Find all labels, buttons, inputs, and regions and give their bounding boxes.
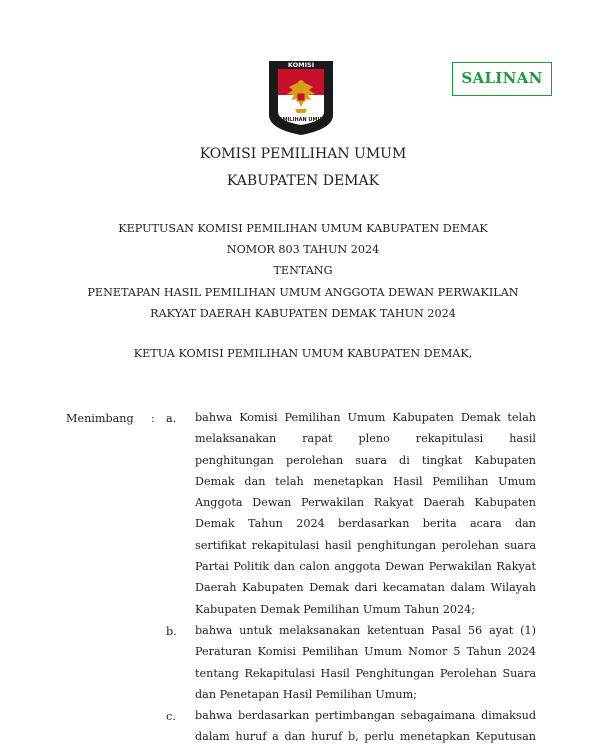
- paragraph-line: Demak dan telah menetapkan Hasil Pemilihan Umum: [195, 474, 536, 488]
- decision-subject-line1: PENETAPAN HASIL PEMILIHAN UMUM ANGGOTA DEWAN PERWAKILAN: [87, 286, 519, 299]
- decision-title: KEPUTUSAN KOMISI PEMILIHAN UMUM KABUPATEN DEMAK: [118, 222, 488, 235]
- considering-label: Menimbang: [66, 412, 134, 425]
- item-b-paragraph: [195, 620, 536, 705]
- decision-about: TENTANG: [273, 264, 333, 277]
- organization-line2: KABUPATEN DEMAK: [226, 173, 380, 189]
- organization-line1: KOMISI PEMILIHAN UMUM: [199, 146, 407, 162]
- item-letter: c.: [166, 710, 176, 723]
- paragraph-line: Daerah Kabupaten Demak dari kecamatan dalam Wilayah: [195, 581, 536, 595]
- logo-bottom-text: PEMILIHAN UMUM: [275, 117, 327, 123]
- chair-line: KETUA KOMISI PEMILIHAN UMUM KABUPATEN DEMAK,: [133, 347, 473, 360]
- paragraph-line: Anggota Dewan Perwakilan Rakyat Daerah Kabupaten: [195, 496, 536, 510]
- paragraph-line: melaksanakan rapat pleno rekapitulasi hasil: [195, 432, 536, 446]
- decision-subject-line2: RAKYAT DAERAH KABUPATEN DEMAK TAHUN 2024: [150, 307, 456, 320]
- salinan-stamp: SALINAN: [452, 62, 552, 96]
- paragraph-line: Kabupaten Demak Pemilihan Umum Tahun 2024;: [195, 602, 476, 616]
- paragraph-line: Demak Tahun 2024 berdasarkan berita acara dan: [195, 517, 536, 531]
- logo-top-text: KOMISI: [287, 61, 315, 69]
- paragraph-line: Partai Politik dan calon anggota Dewan Perwakilan Rakyat: [195, 560, 536, 574]
- considering-colon: :: [151, 412, 155, 425]
- paragraph-line: penghitungan perolehan suara di tingkat Kabupaten: [195, 453, 536, 467]
- item-letter: a.: [166, 412, 177, 425]
- item-letter: b.: [166, 625, 177, 638]
- decision-number: NOMOR 803 TAHUN 2024: [226, 243, 380, 256]
- paragraph-line: dalam huruf a dan huruf b, perlu menetapkan Keputusan: [195, 730, 536, 744]
- paragraph-line: bahwa untuk melaksanakan ketentuan Pasal 56 ayat (1): [195, 624, 536, 637]
- item-c-paragraph: [195, 705, 536, 748]
- paragraph-line: tentang Rekapitulasi Hasil Penghitungan Perolehan Suara: [195, 666, 536, 680]
- item-a-paragraph: [195, 407, 536, 620]
- paragraph-line: sertifikat rekapitulasi hasil penghitungan perolehan suara: [195, 538, 536, 552]
- paragraph-line: bahwa berdasarkan pertimbangan sebagaimana dimaksud: [195, 709, 536, 722]
- kpu-logo: [267, 57, 335, 137]
- paragraph-line: dan Penetapan Hasil Pemilihan Umum;: [195, 687, 417, 701]
- paragraph-line: Peraturan Komisi Pemilihan Umum Nomor 5 Tahun 2024: [195, 645, 536, 659]
- paragraph-line: bahwa Komisi Pemilihan Umum Kabupaten Demak telah: [195, 411, 536, 424]
